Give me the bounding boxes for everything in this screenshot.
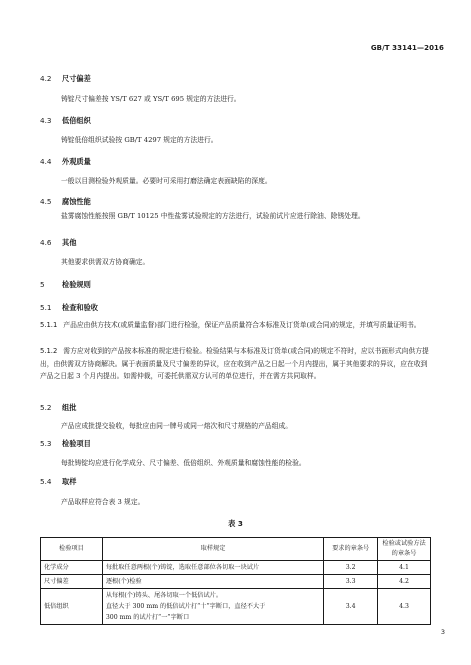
rule-line: 从每根(个)铸头、尾各切取一个低倍试片。: [105, 592, 223, 599]
section-text-4-2: 铸锭尺寸偏差按 YS/T 627 或 YS/T 695 规定的方法进行。: [61, 95, 241, 103]
clause-text: 产品应由供方技术(或质量监督)部门进行检验，保证产品质量符合本标准及订货单(或合同)的规定，并填写质量证明书。: [63, 321, 421, 329]
section-title: 检查和验收: [62, 303, 98, 312]
clause-text: 需方应对收到的产品按本标准的规定进行检验。检验结果与本标准及订货单(或合同)的规定不符时，应以书面形式向供方提出，由供需双方协商解决。属于表面质量及尺寸偏差的异议，应在收到产品之日起一个月内提出，属于其他要求的异议，应在收到产品之日起 3 个月内提出。如需仲裁，可委托供需双方认可的单位进行，并在需方共同取样。: [40, 347, 429, 381]
section-heading-5-4: [40, 477, 76, 487]
section-text-5-3: 每批铸锭均应进行化学成分、尺寸偏差、低倍组织、外观质量和腐蚀性能的检验。: [61, 459, 306, 467]
table-row: [41, 561, 431, 575]
section-title: 其他: [62, 238, 77, 247]
req-clause-cell: 3.3: [324, 575, 378, 589]
clause-number: 5.1.2: [40, 347, 58, 355]
section-heading-5-3: [40, 439, 91, 449]
section-text-4-3: 铸锭低倍组织试验按 GB/T 4297 规定的方法进行。: [61, 136, 218, 144]
header-cell: 要求的章条号: [324, 538, 378, 561]
section-number: 4.2: [40, 74, 52, 83]
section-title: 组批: [62, 403, 77, 412]
section-text-5-2: 产品应成批提交验收，每批应由同一牌号或同一熔次和尺寸规格的产品组成。: [61, 422, 293, 430]
section-number: 5: [40, 280, 45, 289]
section-heading-5-1: [40, 303, 98, 313]
section-number: 4.5: [40, 197, 52, 206]
section-number: 4.6: [40, 238, 52, 247]
sampling-table: [40, 537, 431, 625]
clause-5-1-1: [40, 319, 431, 332]
method-clause-cell: 4.1: [378, 561, 431, 575]
section-text-4-4: 一般以目测检验外观质量。必要时可采用打磨法确定表面缺陷的深度。: [61, 177, 272, 185]
section-heading-5: [40, 280, 91, 290]
page-number: 3: [440, 628, 445, 636]
table-caption: 表 3: [228, 519, 243, 528]
section-title: 外观质量: [62, 157, 91, 166]
section-number: 4.4: [40, 157, 52, 166]
rule-line: 300 mm 的试片打“一”字断口: [105, 614, 190, 621]
section-number: 5.1: [40, 303, 52, 312]
table-row: [41, 589, 431, 625]
req-clause-cell: 3.4: [324, 589, 378, 625]
clause-5-1-2: [40, 345, 431, 383]
section-number: 5.4: [40, 477, 52, 486]
section-title: 检验规则: [62, 280, 91, 289]
section-heading-4-4: [40, 157, 91, 167]
section-heading-4-6: [40, 238, 76, 248]
table-row: [41, 575, 431, 589]
rule-cell: 每批取任意两根(个)铸锭，选取任意部位各切取一块试片: [102, 561, 323, 575]
section-title: 检验项目: [62, 439, 91, 448]
section-number: 4.3: [40, 116, 52, 125]
item-cell: 化学成分: [41, 561, 103, 575]
header-cell: 取样规定: [102, 538, 323, 561]
header-cell: 检验或试验方法的章条号: [378, 538, 431, 561]
req-clause-cell: 3.2: [324, 561, 378, 575]
header-cell: 检验项目: [41, 538, 103, 561]
section-heading-4-5: [40, 197, 91, 207]
section-title: 低倍组织: [62, 116, 91, 125]
item-cell: 尺寸偏差: [41, 575, 103, 589]
method-clause-cell: 4.3: [378, 589, 431, 625]
rule-cell: [102, 589, 323, 625]
item-cell: 低倍组织: [41, 589, 103, 625]
section-text-5-4: 产品取样应符合表 3 规定。: [61, 498, 145, 506]
section-text-4-6: 其他要求供需双方协商确定。: [61, 258, 150, 266]
section-text-4-5: 盐雾腐蚀性能按照 GB/T 10125 中性盐雾试验规定的方法进行，试验前试片应进行除油、除锈处理。: [61, 212, 365, 220]
section-heading-5-2: [40, 403, 76, 413]
table-header-row: [41, 538, 431, 561]
section-heading-4-3: [40, 116, 91, 126]
rule-cell: 逐根(个)检验: [102, 575, 323, 589]
section-number: 5.2: [40, 403, 52, 412]
section-title: 腐蚀性能: [62, 197, 91, 206]
section-heading-4-2: [40, 74, 91, 84]
clause-number: 5.1.1: [40, 321, 58, 329]
standard-number: GB/T 33141—2016: [370, 44, 444, 52]
method-clause-cell: 4.2: [378, 575, 431, 589]
section-title: 尺寸偏差: [62, 74, 91, 83]
section-title: 取样: [62, 477, 77, 486]
section-number: 5.3: [40, 439, 52, 448]
rule-line: 直径大于 300 mm 的低倍试片打“十”字断口，直径不大于: [105, 603, 266, 610]
